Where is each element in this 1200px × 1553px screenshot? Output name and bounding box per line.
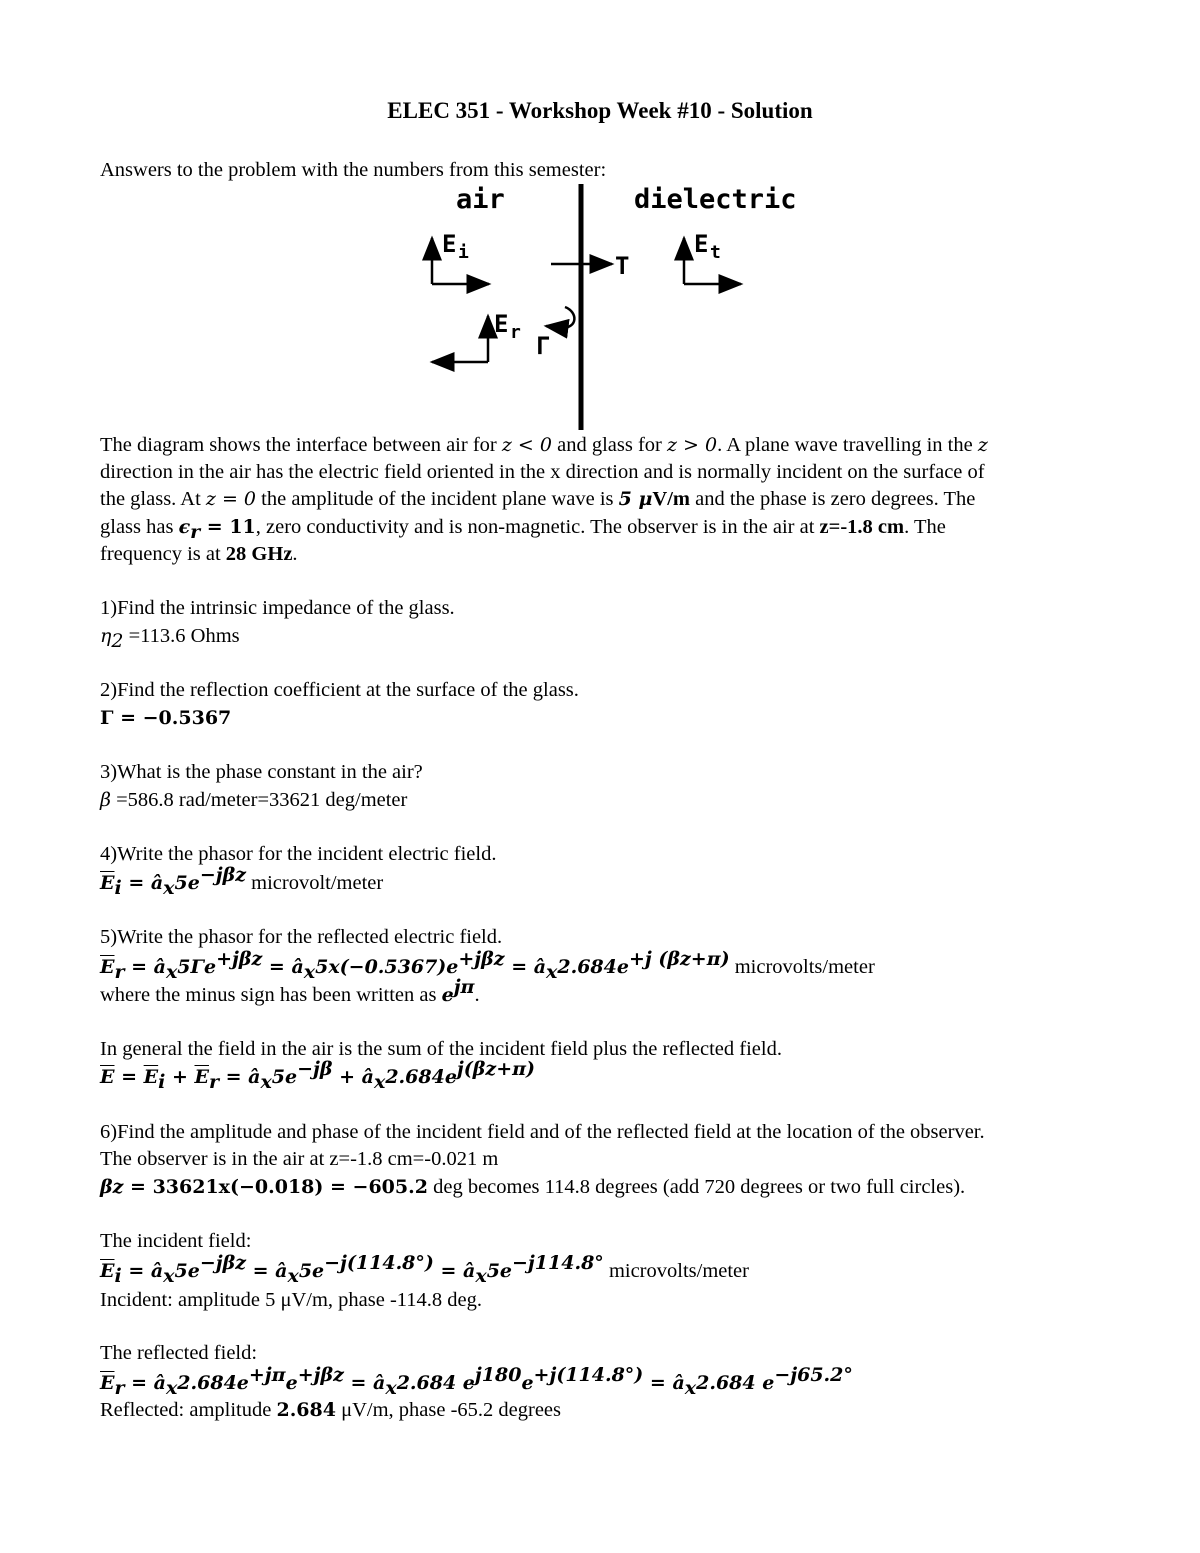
incident-summary: Incident: amplitude 5 μV/m, phase -114.8 deg. <box>100 1289 482 1311</box>
er-label: E <box>494 310 509 338</box>
intro-text: Answers to the problem with the numbers from this semester: <box>100 159 607 181</box>
reflected-summary: Reflected: amplitude 2.684 μV/m, phase -65.2 degrees <box>100 1399 562 1421</box>
general-text: In general the field in the air is the sum of the incident field plus the reflected field. <box>100 1038 782 1060</box>
reflected-equation: $\overline{E}_r$ = $â_x2.684e^{+j\pi}e^{+j\beta z}$ = $â_x2.684$ $e^{j180}e^{+j(114.8^\circ)}$ = $â_x2.684$ $e^{-j65.2^\circ}$ <box>100 1364 853 1400</box>
q6-observer: The observer is in the air at z=-1.8 cm=-0.021 m <box>100 1148 499 1170</box>
problem-line-1: The diagram shows the interface between air for z < 0 and glass for z > 0. A plane wave travelling in the z <box>100 434 988 456</box>
q3-question: 3)What is the phase constant in the air? <box>100 761 423 783</box>
problem-line-4: glass has $\epsilon_r = 11$, zero conductivity and is non-magnetic. The observer is in the air at z=-1.8 cm. The <box>100 516 946 544</box>
transmission-label: T <box>615 252 630 280</box>
q6-question: 6)Find the amplitude and phase of the incident field and of the reflected field at the location of the observer. <box>100 1121 985 1143</box>
problem-line-5: frequency is at 28 GHz. <box>100 543 298 565</box>
q2-question: 2)Find the reflection coefficient at the surface of the glass. <box>100 679 579 701</box>
page-title: ELEC 351 - Workshop Week #10 - Solution <box>387 98 813 123</box>
q4-answer: $\overline{E}_i$ = $â_x5e^{-j\beta z}$ microvolt/meter <box>100 864 384 900</box>
q1-question: 1)Find the intrinsic impedance of the glass. <box>100 597 455 619</box>
reflected-heading: The reflected field: <box>100 1342 258 1364</box>
er-label-sub: r <box>510 322 521 343</box>
dielectric-label: dielectric <box>634 184 797 215</box>
gamma-label: Γ <box>536 332 551 360</box>
q5-answer: $\overline{E}_r$ = $â_x5\Gamma e^{+j\beta z}$ = $â_x5x(-0.5367)e^{+j\beta z}$ = $â_x2.684e^{+j (\beta z+\pi)}$ microvolts/meter <box>100 948 875 984</box>
q1-answer: $\eta_2 =113.6$ Ohms <box>100 625 240 653</box>
incident-heading: The incident field: <box>100 1230 252 1252</box>
q4-question: 4)Write the phasor for the incident electric field. <box>100 843 497 865</box>
q5-question: 5)Write the phasor for the reflected electric field. <box>100 926 503 948</box>
reflection-curve-arrow <box>546 307 574 328</box>
q3-answer: β =586.8 rad/meter=33621 deg/meter <box>100 789 408 811</box>
problem-line-3: the glass. At z = 0 the amplitude of the incident plane wave is 5 μV/m and the phase is zero degrees. The <box>100 488 976 510</box>
q5-note: where the minus sign has been written as $e^{j\pi}$. <box>100 976 480 1006</box>
air-label: air <box>456 184 505 215</box>
general-equation: $\overline{E} = \overline{E}_i + \overline{E}_r$ = $â_x5e^{-j\beta}$ + $â_x2.684e^{j(\beta z+\pi)}$ <box>100 1058 536 1094</box>
incident-equation: $\overline{E}_i$ = $â_x5e^{-j\beta z}$ = $â_x5e^{-j(114.8^\circ)}$ = $â_x5e^{-j114.8^\circ}$ microvolts/meter <box>100 1252 749 1288</box>
et-label: E <box>694 230 709 258</box>
ei-label: E <box>442 230 457 258</box>
problem-line-2: direction in the air has the electric field oriented in the x direction and is normally incident on the surface of <box>100 461 985 483</box>
ei-label-sub: i <box>458 242 469 263</box>
et-label-sub: t <box>710 242 721 263</box>
interface-diagram <box>0 0 1200 440</box>
q2-answer: Γ = −0.5367 <box>100 707 232 729</box>
q6-phase: βz = 33621x(−0.018) = −605.2 deg becomes 114.8 degrees (add 720 degrees or two full circles). <box>100 1176 966 1198</box>
